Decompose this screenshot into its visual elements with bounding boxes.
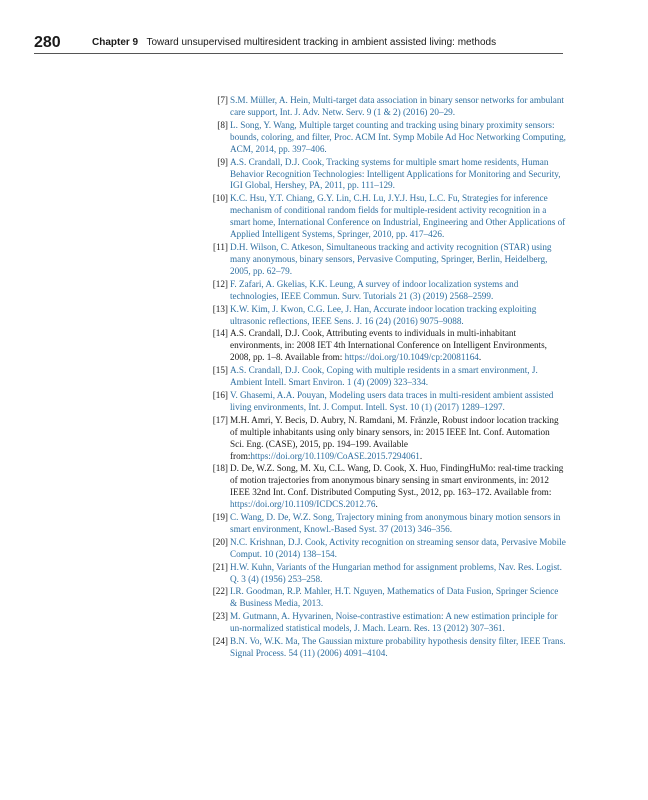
reference-body[interactable]: V. Ghasemi, A.A. Pouyan, Modeling users data traces in multi-resident ambient assisted living environments, Int. J. Comput. Intell. Syst. 10 (1) (2017) 1289–1297.	[230, 389, 554, 412]
reference-body[interactable]: S.M. Müller, A. Hein, Multi-target data association in binary sensor networks for ambulant care support, Int. J. Adv. Netw. Serv. 9 (1 & 2) (2016) 20–29.	[230, 95, 564, 117]
reference-body[interactable]: C. Wang, D. De, W.Z. Song, Trajectory mining from anonymous binary motion sensors in smart environment, Knowl.-Based Syst. 37 (2013) 346–356.	[230, 512, 561, 535]
reference-text[interactable]	[230, 157, 566, 193]
reference-item	[204, 328, 566, 364]
doi-link[interactable]: https://doi.org/10.1109/CoASE.2015.7294061	[250, 450, 420, 461]
reference-body[interactable]: I.R. Goodman, R.P. Mahler, H.T. Nguyen, Mathematics of Data Fusion, Springer Science & Business Media, 2013.	[230, 586, 559, 609]
reference-item	[204, 611, 566, 635]
reference-number: [7]	[217, 95, 228, 105]
header-rule	[34, 53, 563, 54]
reference-number: [17]	[212, 414, 228, 425]
reference-number: [11]	[213, 242, 228, 252]
reference-list	[204, 95, 566, 661]
reference-item	[204, 193, 566, 241]
reference-item	[204, 157, 566, 193]
reference-tail: .	[419, 450, 423, 461]
reference-body[interactable]: F. Zafari, A. Gkelias, K.K. Leung, A survey of indoor localization systems and technologies, IEEE Commun. Surv. Tutorials 21 (3) (2019) 2568–2599.	[230, 278, 519, 301]
reference-tail: .	[375, 499, 378, 510]
reference-item	[204, 120, 566, 156]
reference-body: D. De, W.Z. Song, M. Xu, C.L. Wang, D. Cook, X. Huo, FindingHuMo: real-time tracking of motion trajectories from anonymous binary sensing in smart environments, in: 2012 IEEE 32nd Int. Conf. Distributed Computing Syst., 2012, pp. 163–172. Available from:	[230, 463, 564, 498]
reference-number: [12]	[212, 278, 228, 289]
chapter-title	[92, 37, 496, 48]
reference-number: [9]	[217, 156, 228, 167]
reference-text[interactable]	[230, 193, 566, 241]
reference-body: M.H. Amri, Y. Becis, D. Aubry, N. Ramdani, M. Fränzle, Robust indoor location tracking of multiple inhabitants using only binary sensors, in: 2015 IEEE Int. Conf. Automation Sci. Eng. (CASE), 2015, pp. 194–199. Available from:	[230, 414, 559, 461]
reference-item	[204, 537, 566, 561]
doi-link[interactable]: https://doi.org/10.1049/cp:20081164	[344, 352, 479, 363]
reference-item	[204, 586, 566, 610]
reference-body[interactable]: A.S. Crandall, D.J. Cook, Coping with multiple residents in a smart environment, J. Ambient Intell. Smart Environ. 1 (4) (2009) 323–334.	[230, 365, 538, 388]
reference-tail: .	[478, 352, 482, 363]
reference-text[interactable]	[230, 242, 566, 278]
doi-link[interactable]: https://doi.org/10.1109/ICDCS.2012.76	[230, 499, 376, 510]
reference-text[interactable]	[230, 512, 566, 536]
chapter-name: Toward unsupervised multiresident tracking in ambient assisted living: methods	[146, 37, 497, 48]
reference-number: [15]	[212, 365, 228, 376]
reference-item	[204, 242, 566, 278]
reference-item	[204, 636, 566, 660]
chapter-label: Chapter 9	[92, 37, 139, 48]
reference-text[interactable]	[230, 611, 566, 635]
reference-text	[230, 415, 566, 463]
reference-text[interactable]	[230, 636, 566, 660]
reference-text[interactable]	[230, 562, 566, 586]
reference-text	[230, 463, 566, 511]
reference-text[interactable]	[230, 120, 566, 156]
reference-text[interactable]	[230, 390, 566, 414]
reference-item	[204, 95, 566, 119]
reference-item	[204, 415, 566, 463]
reference-item	[204, 304, 566, 328]
reference-number: [21]	[212, 561, 228, 572]
reference-number: [18]	[212, 463, 228, 474]
reference-number: [19]	[212, 512, 228, 523]
reference-number: [22]	[212, 586, 228, 597]
reference-item	[204, 390, 566, 414]
reference-item	[204, 512, 566, 536]
page-number: 280	[34, 34, 61, 51]
reference-text[interactable]	[230, 279, 566, 303]
reference-number: [24]	[212, 636, 228, 647]
reference-number: [10]	[212, 193, 228, 204]
reference-body[interactable]: M. Gutmann, A. Hyvarinen, Noise-contrastive estimation: A new estimation principle for un-normalized statistical models, J. Mach. Learn. Res. 13 (2012) 307–361.	[230, 611, 558, 634]
reference-body[interactable]: D.H. Wilson, C. Atkeson, Simultaneous tracking and activity recognition (STAR) using many anonymous, binary sensors, Pervasive Computing, Springer, Berlin, Heidelberg, 2005, pp. 62–79.	[230, 242, 552, 276]
reference-item	[204, 365, 566, 389]
reference-body[interactable]: L. Song, Y. Wang, Multiple target counting and tracking using binary proximity sensors: bounds, coloring, and filter, Proc. ACM Int. Symp Mobile Ad Hoc Networking Computing, ACM, 2014, pp. 397–406.	[230, 119, 566, 154]
reference-body[interactable]: K.C. Hsu, Y.T. Chiang, G.Y. Lin, C.H. Lu, J.Y.J. Hsu, L.C. Fu, Strategies for inference mechanism of conditional random fields for multiple-resident activity recognition in a smart home, International Conference on Industrial, Engineering and Other Applications of Applied Intelligent Systems, Springer, 2010, pp. 417–426.	[230, 193, 566, 240]
reference-text[interactable]	[230, 365, 566, 389]
reference-number: [20]	[212, 536, 228, 547]
reference-item	[204, 562, 566, 586]
reference-body: A.S. Crandall, D.J. Cook, Attributing events to individuals in multi-inhabitant environments, in: 2008 IET 4th International Conference on Intelligent Environments, 2008, pp. 1–8. Available from:	[230, 328, 547, 363]
reference-number: [13]	[212, 303, 228, 314]
reference-body[interactable]: H.W. Kuhn, Variants of the Hungarian method for assignment problems, Nav. Res. Logist. Q. 3 (4) (1956) 253–258.	[230, 561, 562, 584]
reference-text[interactable]	[230, 586, 566, 610]
reference-number: [8]	[217, 119, 228, 130]
reference-text[interactable]	[230, 304, 566, 328]
reference-item	[204, 463, 566, 511]
reference-item	[204, 279, 566, 303]
reference-text	[230, 328, 566, 364]
reference-number: [14]	[212, 328, 228, 339]
reference-body[interactable]: K.W. Kim, J. Kwon, C.G. Lee, J. Han, Accurate indoor location tracking exploiting ultrasonic reflections, IEEE Sens. J. 16 (24) (2016) 9075–9088.	[230, 303, 537, 326]
reference-body[interactable]: B.N. Vo, W.K. Ma, The Gaussian mixture probability hypothesis density filter, IEEE Trans. Signal Process. 54 (11) (2006) 4091–4104.	[230, 636, 566, 659]
reference-number: [23]	[212, 611, 228, 622]
reference-body[interactable]: N.C. Krishnan, D.J. Cook, Activity recognition on streaming sensor data, Pervasive Mobile Comput. 10 (2014) 138–154.	[230, 536, 566, 559]
reference-number: [16]	[212, 389, 228, 400]
reference-body[interactable]: A.S. Crandall, D.J. Cook, Tracking systems for multiple smart home residents, Human Behavior Recognition Technologies: Intelligent Applications for Monitoring and Security, IGI Global, Hershey, PA, 2011, pp. 111–129.	[230, 156, 561, 191]
reference-text[interactable]	[230, 95, 566, 119]
running-header	[34, 34, 564, 54]
reference-text[interactable]	[230, 537, 566, 561]
